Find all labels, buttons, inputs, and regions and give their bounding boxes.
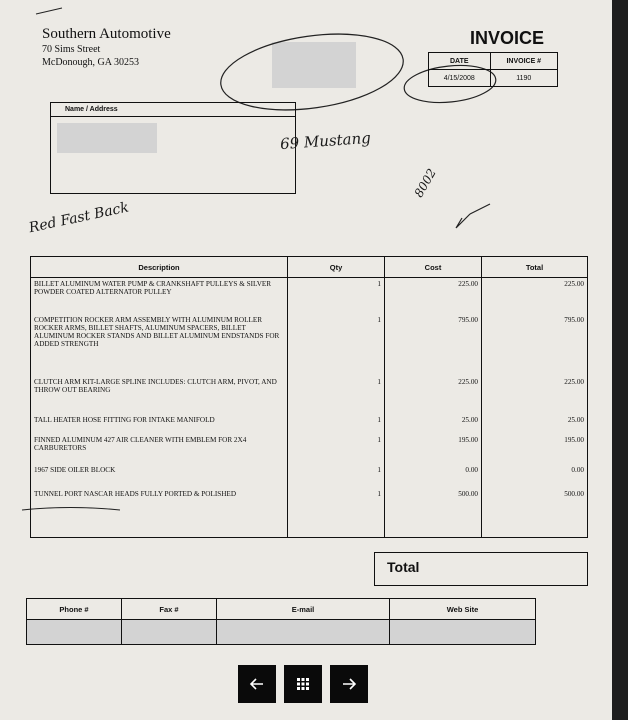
item-qty: 1 <box>288 314 385 376</box>
item-description: TUNNEL PORT NASCAR HEADS FULLY PORTED & POLISHED <box>31 488 288 538</box>
item-cost: 500.00 <box>385 488 482 538</box>
item-qty: 1 <box>288 278 385 314</box>
grid-icon <box>296 677 310 691</box>
redacted-phone <box>27 620 122 645</box>
redacted-address <box>57 123 157 153</box>
handwritten-note-color: Red Fast Back <box>27 199 131 237</box>
table-row <box>31 376 588 414</box>
handwritten-note-model: 69 Mustang <box>279 128 372 154</box>
email-label: E-mail <box>217 599 390 620</box>
table-row <box>31 434 588 464</box>
bill-to-label: Name / Address <box>51 103 295 117</box>
item-total: 500.00 <box>482 488 588 538</box>
line-items-table <box>30 256 588 538</box>
item-total: 795.00 <box>482 314 588 376</box>
grid-view-button[interactable] <box>284 665 322 703</box>
item-qty: 1 <box>288 464 385 488</box>
item-cost: 795.00 <box>385 314 482 376</box>
item-qty: 1 <box>288 434 385 464</box>
item-total: 25.00 <box>482 414 588 434</box>
invoice-title: INVOICE <box>470 28 545 48</box>
arrow-right-icon <box>341 676 357 692</box>
contact-table <box>26 598 536 645</box>
col-description: Description <box>31 257 288 278</box>
redacted-fax <box>122 620 217 645</box>
table-row <box>31 414 588 434</box>
item-total: 225.00 <box>482 376 588 414</box>
item-description: CLUTCH ARM KIT-LARGE SPLINE INCLUDES: CLUTCH ARM, PIVOT, AND THROW OUT BEARING <box>31 376 288 414</box>
item-cost: 25.00 <box>385 414 482 434</box>
invoice-meta-table <box>428 52 558 87</box>
bill-to-box <box>50 102 296 194</box>
col-total: Total <box>482 257 588 278</box>
table-row <box>31 278 588 314</box>
item-description: FINNED ALUMINUM 427 AIR CLEANER WITH EMBLEM FOR 2X4 CARBURETORS <box>31 434 288 464</box>
phone-label: Phone # <box>27 599 122 620</box>
invoice-date: 4/15/2008 <box>429 70 491 87</box>
redacted-website <box>390 620 536 645</box>
invoice-number: 1190 <box>490 70 557 87</box>
handwritten-note-number: 8002 <box>411 166 439 200</box>
next-page-button[interactable] <box>330 665 368 703</box>
item-description: TALL HEATER HOSE FITTING FOR INTAKE MANIFOLD <box>31 414 288 434</box>
item-description: COMPETITION ROCKER ARM ASSEMBLY WITH ALUMINUM ROLLER ROCKER ARMS, BILLET SHAFTS, ALUMINUM SPACERS, BILLET ALUMINUM ROCKER STANDS AND BILLET ALUMINUM ENDSTANDS FOR ADDED STRENGTH <box>31 314 288 376</box>
item-cost: 225.00 <box>385 278 482 314</box>
col-qty: Qty <box>288 257 385 278</box>
company-name: Southern Automotive <box>42 26 171 42</box>
date-label: DATE <box>429 53 491 70</box>
item-description: BILLET ALUMINUM WATER PUMP & CRANKSHAFT PULLEYS & SILVER POWDER COATED ALTERNATOR PULLEY <box>31 278 288 314</box>
item-qty: 1 <box>288 376 385 414</box>
col-cost: Cost <box>385 257 482 278</box>
fax-label: Fax # <box>122 599 217 620</box>
table-row <box>31 464 588 488</box>
viewer-edge <box>612 0 628 720</box>
website-label: Web Site <box>390 599 536 620</box>
item-qty: 1 <box>288 488 385 538</box>
previous-page-button[interactable] <box>238 665 276 703</box>
item-cost: 0.00 <box>385 464 482 488</box>
company-street: 70 Sims Street <box>42 44 101 55</box>
item-total: 225.00 <box>482 278 588 314</box>
item-description: 1967 SIDE OILER BLOCK <box>31 464 288 488</box>
item-cost: 225.00 <box>385 376 482 414</box>
table-row <box>31 314 588 376</box>
item-cost: 195.00 <box>385 434 482 464</box>
item-total: 0.00 <box>482 464 588 488</box>
arrow-left-icon <box>249 676 265 692</box>
total-box <box>374 552 588 586</box>
item-total: 195.00 <box>482 434 588 464</box>
item-qty: 1 <box>288 414 385 434</box>
company-city: McDonough, GA 30253 <box>42 57 139 68</box>
total-label: Total <box>387 559 420 575</box>
redacted-email <box>217 620 390 645</box>
invoice-number-label: INVOICE # <box>490 53 557 70</box>
table-row <box>31 488 588 538</box>
